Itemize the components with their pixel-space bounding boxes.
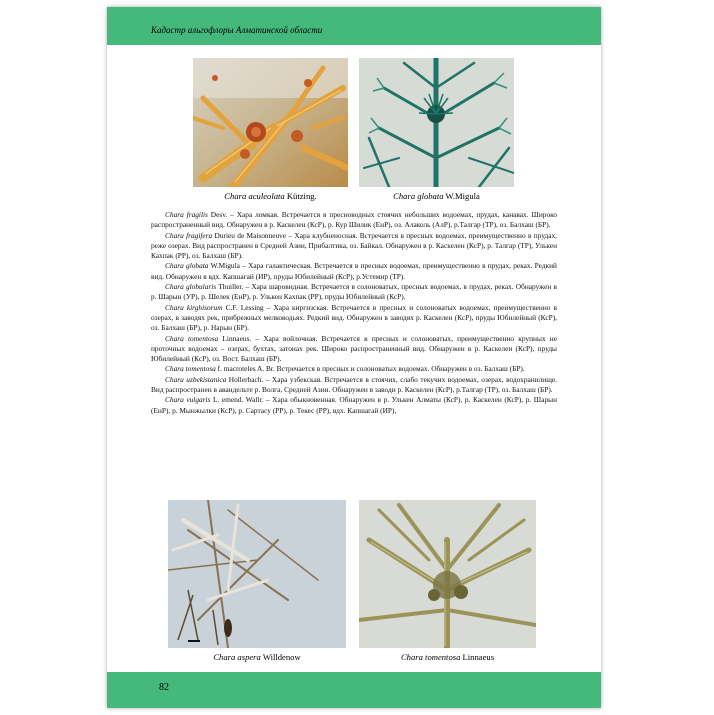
- entry-text: C.F. Lessing – Хара киргизская. Встречается в пресных и солоноватых водоемах, преимущественно в озерах, в заводях рек, прибрежных мелководьях. Редкий вид. Обнаружен в заводях р. Каскелен (КсР), пруды Юбилейный (КсР), оз. Балхаш (БР), р. Нарын (БР).: [151, 302, 557, 333]
- entry-taxon: Chara fragifera: [165, 230, 213, 240]
- caption-taxon: Chara aspera: [213, 652, 261, 662]
- entry-paragraph: [151, 364, 557, 374]
- entry-taxon: Chara tomentosa: [165, 364, 216, 374]
- entry-text: Desv. – Хара ломкая. Встречается в пресноводных стоячих небольших водоемах, прудах, канавах. Широко распространенный вид. Обнаружен в р. Каскелен (КсР), р. Кур Шилик (ЕнР), оз. Алаколь (АлР), р.Талгар (ТР), оз. Балхаш (БР).: [151, 210, 557, 230]
- caption-taxon: Chara tomentosa: [400, 652, 461, 662]
- entry-text: f. macroteles A. Br. Встречается в пресных и солоноватых водоемах. Обнаружен в оз. Балхаш (БР).: [215, 364, 525, 374]
- photo-chara-aculeolata: [193, 58, 348, 187]
- caption-bottom-right: [359, 652, 536, 662]
- photo-chara-aspera: [168, 500, 346, 648]
- entry-text: W.Migula – Хара галактическая. Встречается в пресных водоемах, преимущественно в прудах, реках. Редкий вид. Обнаружен в вдх. Капшагай (ИР), пруды Юбилейный (КсР), р.Устемир (ТР).: [151, 261, 557, 281]
- running-header-title: Кадастр альгофлоры Алматинской области: [151, 25, 323, 35]
- entry-text: Durieu de Maisonneuve – Хара клубненосная. Встречается в пресных водоемах, преимущественно в прудах, реже озерах. Вид распространен в Средней Азии, Прибалтика, оз. Байкал. Обнаружен в р. Каскелен (КсР), р. Талгар (ТР), Улькен Кахпак (РР), оз. Балхаш (БР).: [151, 230, 557, 261]
- footer-bar: [107, 672, 601, 708]
- entry-text: L. emend. Wallr. – Хара обыкновенная. Обнаружен в р. Улькен Алматы (КсР), р. Каскелен (КсР), р. Шарын (ЕнР), р. Мынжылки (КсР), р. Сартасу (РР), р. Текес (РР), вдх. Капшагай (ИР),: [151, 395, 558, 415]
- entry-paragraph: [151, 231, 557, 262]
- entry-taxon: Chara fragilis: [165, 210, 208, 219]
- caption-top-right: [359, 191, 514, 201]
- entry-text: Thuiller. – Хара шаровидная. Встречается в солоноватых, пресных водоемах, в прудах, реках. Обнаружен в р. Шарын (УР), р. Шелек (ЕнР), р. Улькен Кахпак (РР), пруды Юбилейный (КсР).: [151, 282, 557, 302]
- entry-taxon: Chara globularis: [165, 282, 217, 292]
- entry-taxon: Chara kirghisorum: [165, 302, 223, 312]
- entry-text: Linnaeus. – Хара войлочная. Встречается в пресных и солоноватых, преимущественно крупных не проточных водоемах – озерах, бухтах, затонах рек. Широко распространенный вид. Обнаружен в р. Каскелен (КсР), пруды Юбилейный (КсР), оз. Вост. Балхаш (БР).: [151, 333, 557, 364]
- photo-chara-tomentosa: [359, 500, 536, 648]
- entry-paragraph: [151, 395, 557, 416]
- entry-taxon: Chara vulgaris: [165, 395, 211, 405]
- caption-taxon: Chara globata: [393, 191, 444, 201]
- photo-chara-globata: [359, 58, 514, 187]
- document-page: [107, 7, 601, 708]
- entry-taxon: Chara tomentosa: [165, 333, 219, 343]
- header-bar: [107, 7, 601, 45]
- page-number: 82: [159, 682, 169, 693]
- caption-bottom-left: [168, 652, 346, 662]
- entry-paragraph: [151, 334, 557, 365]
- caption-author: W.Migula: [443, 191, 480, 201]
- caption-author: Linnaeus: [460, 652, 495, 662]
- caption-top-left: [193, 191, 348, 201]
- entry-paragraph: [151, 261, 557, 282]
- entry-paragraph: [151, 282, 557, 303]
- caption-taxon: Chara aculeolata: [224, 191, 285, 201]
- body-text: [151, 210, 557, 416]
- caption-author: Kützing.: [284, 191, 317, 201]
- entry-paragraph: [151, 210, 557, 231]
- entry-taxon: Chara globata: [165, 261, 209, 271]
- entry-taxon: Chara uzbekistanica: [165, 374, 227, 384]
- entry-paragraph: [151, 303, 557, 334]
- entry-text: Hollerbach. – Хара узбекская. Встречается в стоячих, слабо текучих водоемах, озерах, водохранилище. Вид распространен в авандельте р. Волга, Средней Азии. Обнаружен в заводи р. Каскелен (КсР), р.Талгар (ТР), оз. Балхаш (БР).: [151, 374, 557, 395]
- entry-paragraph: [151, 375, 557, 396]
- caption-author: Willdenow: [260, 652, 301, 662]
